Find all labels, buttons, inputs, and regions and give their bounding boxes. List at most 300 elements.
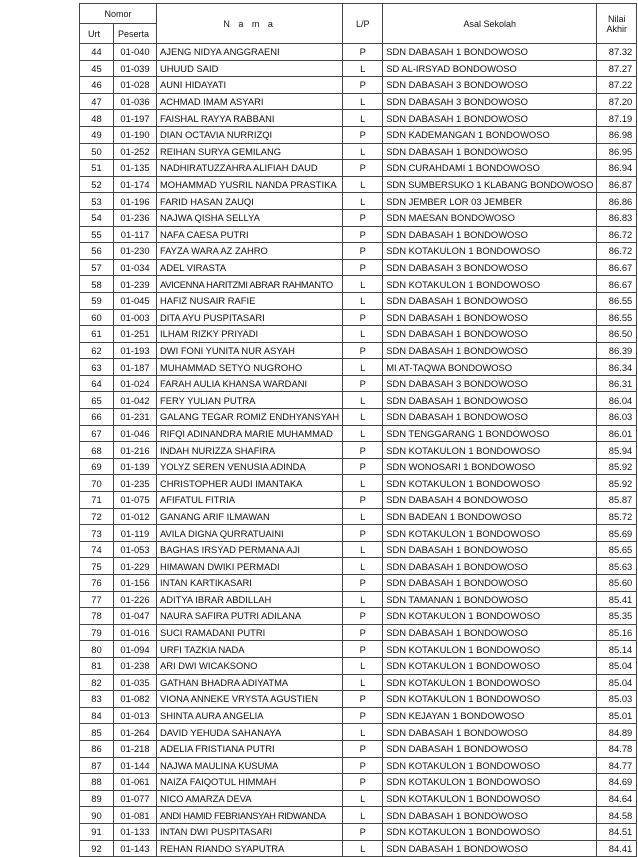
cell-nama: DAVID YEHUDA SAHANAYA	[157, 724, 343, 741]
table-body	[80, 44, 637, 857]
cell-peserta: 01-047	[114, 608, 157, 625]
cell-lp: L	[343, 392, 383, 409]
cell-lp: L	[343, 657, 383, 674]
header-peserta: Peserta	[114, 24, 157, 44]
cell-nama: CHRISTOPHER AUDI IMANTAKA	[157, 475, 343, 492]
cell-peserta: 01-229	[114, 558, 157, 575]
cell-nama: GANANG ARIF ILMAWAN	[157, 508, 343, 525]
cell-urt: 63	[80, 359, 114, 376]
cell-nilai: 85.94	[597, 442, 637, 459]
cell-peserta: 01-046	[114, 425, 157, 442]
cell-peserta: 01-075	[114, 492, 157, 509]
cell-peserta: 01-082	[114, 691, 157, 708]
cell-peserta: 01-144	[114, 757, 157, 774]
cell-lp: L	[343, 558, 383, 575]
cell-lp: L	[343, 93, 383, 110]
cell-nama: ACHMAD IMAM ASYARI	[157, 93, 343, 110]
cell-nama: SUCI RAMADANI PUTRI	[157, 624, 343, 641]
cell-urt: 79	[80, 624, 114, 641]
cell-nilai: 86.83	[597, 209, 637, 226]
cell-sekolah: SDN DABASAH 1 BONDOWOSO	[383, 226, 597, 243]
cell-peserta: 01-042	[114, 392, 157, 409]
cell-peserta: 01-016	[114, 624, 157, 641]
cell-nilai: 85.72	[597, 508, 637, 525]
table-row	[80, 608, 637, 625]
cell-lp: P	[343, 309, 383, 326]
cell-urt: 80	[80, 641, 114, 658]
cell-urt: 56	[80, 243, 114, 260]
cell-nama: MOHAMMAD YUSRIL NANDA PRASTIKA	[157, 176, 343, 193]
cell-lp: L	[343, 724, 383, 741]
cell-lp: P	[343, 691, 383, 708]
cell-lp: P	[343, 492, 383, 509]
cell-nama: FERY YULIAN PUTRA	[157, 392, 343, 409]
cell-nilai: 86.31	[597, 375, 637, 392]
table-row	[80, 126, 637, 143]
cell-urt: 81	[80, 657, 114, 674]
table-row	[80, 807, 637, 824]
table-row	[80, 193, 637, 210]
cell-peserta: 01-081	[114, 807, 157, 824]
cell-urt: 48	[80, 110, 114, 127]
cell-nama: GALANG TEGAR ROMIZ ENDHYANSYAH	[157, 409, 343, 426]
cell-lp: P	[343, 375, 383, 392]
header-asal-sekolah: Asal Sekolah	[383, 4, 597, 44]
cell-sekolah: SDN KOTAKULON 1 BONDOWOSO	[383, 757, 597, 774]
cell-urt: 66	[80, 409, 114, 426]
cell-sekolah: SDN KADEMANGAN 1 BONDOWOSO	[383, 126, 597, 143]
cell-lp: P	[343, 77, 383, 94]
cell-peserta: 01-094	[114, 641, 157, 658]
cell-lp: L	[343, 359, 383, 376]
cell-nilai: 85.01	[597, 707, 637, 724]
cell-sekolah: SDN DABASAH 4 BONDOWOSO	[383, 492, 597, 509]
cell-nilai: 85.41	[597, 591, 637, 608]
table-row	[80, 724, 637, 741]
cell-nama: AVICENNA HARITZMI ABRAR RAHMANTO	[157, 276, 343, 293]
cell-sekolah: SDN DABASAH 3 BONDOWOSO	[383, 375, 597, 392]
cell-nama: SHINTA AURA ANGELIA	[157, 707, 343, 724]
cell-peserta: 01-218	[114, 740, 157, 757]
cell-peserta: 01-196	[114, 193, 157, 210]
table-row	[80, 375, 637, 392]
cell-urt: 91	[80, 823, 114, 840]
cell-nilai: 86.94	[597, 160, 637, 177]
cell-peserta: 01-156	[114, 575, 157, 592]
cell-nama: FAYZA WARA AZ ZAHRO	[157, 243, 343, 260]
cell-peserta: 01-045	[114, 292, 157, 309]
cell-nilai: 86.34	[597, 359, 637, 376]
cell-urt: 90	[80, 807, 114, 824]
cell-nilai: 87.27	[597, 60, 637, 77]
cell-peserta: 01-061	[114, 774, 157, 791]
table-row	[80, 774, 637, 791]
table-row	[80, 342, 637, 359]
cell-urt: 44	[80, 44, 114, 61]
table-row	[80, 624, 637, 641]
cell-urt: 68	[80, 442, 114, 459]
cell-peserta: 01-231	[114, 409, 157, 426]
cell-nama: BAGHAS IRSYAD PERMANA AJI	[157, 541, 343, 558]
cell-nama: NAURA SAFIRA PUTRI ADILANA	[157, 608, 343, 625]
cell-nama: AJENG NIDYA ANGGRAENI	[157, 44, 343, 61]
table-row	[80, 425, 637, 442]
cell-sekolah: SDN KOTAKULON 1 BONDOWOSO	[383, 691, 597, 708]
cell-nilai: 85.69	[597, 525, 637, 542]
cell-sekolah: SD AL-IRSYAD BONDOWOSO	[383, 60, 597, 77]
cell-lp: P	[343, 624, 383, 641]
cell-peserta: 01-036	[114, 93, 157, 110]
cell-sekolah: SDN DABASAH 1 BONDOWOSO	[383, 558, 597, 575]
cell-lp: L	[343, 807, 383, 824]
table-row	[80, 707, 637, 724]
cell-lp: P	[343, 575, 383, 592]
cell-peserta: 01-193	[114, 342, 157, 359]
cell-nilai: 86.95	[597, 143, 637, 160]
cell-urt: 57	[80, 259, 114, 276]
cell-lp: L	[343, 193, 383, 210]
cell-nilai: 84.69	[597, 774, 637, 791]
cell-lp: L	[343, 508, 383, 525]
cell-nilai: 85.04	[597, 674, 637, 691]
cell-nama: REIHAN SURYA GEMILANG	[157, 143, 343, 160]
table-row	[80, 840, 637, 857]
table-row	[80, 558, 637, 575]
cell-nama: HIMAWAN DWIKI PERMADI	[157, 558, 343, 575]
table-row	[80, 309, 637, 326]
cell-nama: AUNI HIDAYATI	[157, 77, 343, 94]
cell-nama: NICO AMARZA DEVA	[157, 790, 343, 807]
cell-urt: 75	[80, 558, 114, 575]
cell-nilai: 86.04	[597, 392, 637, 409]
table-row	[80, 60, 637, 77]
cell-nilai: 85.03	[597, 691, 637, 708]
cell-nilai: 84.77	[597, 757, 637, 774]
cell-sekolah: SDN TENGGARANG 1 BONDOWOSO	[383, 425, 597, 442]
header-nama: N a m a	[157, 4, 343, 44]
cell-sekolah: SDN DABASAH 1 BONDOWOSO	[383, 143, 597, 160]
cell-nama: ANDI HAMID FEBRIANSYAH RIDWANDA	[157, 807, 343, 824]
cell-nama: NAFA CAESA PUTRI	[157, 226, 343, 243]
cell-peserta: 01-013	[114, 707, 157, 724]
cell-lp: P	[343, 757, 383, 774]
cell-nilai: 86.55	[597, 309, 637, 326]
cell-peserta: 01-077	[114, 790, 157, 807]
cell-lp: P	[343, 209, 383, 226]
cell-urt: 88	[80, 774, 114, 791]
table-row	[80, 326, 637, 343]
table-row	[80, 93, 637, 110]
cell-urt: 58	[80, 276, 114, 293]
cell-urt: 50	[80, 143, 114, 160]
cell-urt: 92	[80, 840, 114, 857]
cell-lp: L	[343, 425, 383, 442]
table-row	[80, 259, 637, 276]
cell-sekolah: SDN MAESAN BONDOWOSO	[383, 209, 597, 226]
cell-nilai: 86.72	[597, 243, 637, 260]
cell-lp: L	[343, 292, 383, 309]
cell-nama: NAJWA MAULINA KUSUMA	[157, 757, 343, 774]
table-row	[80, 77, 637, 94]
table-row	[80, 541, 637, 558]
cell-sekolah: SDN DABASAH 1 BONDOWOSO	[383, 409, 597, 426]
cell-lp: L	[343, 176, 383, 193]
cell-nilai: 87.22	[597, 77, 637, 94]
cell-urt: 49	[80, 126, 114, 143]
cell-urt: 78	[80, 608, 114, 625]
cell-lp: L	[343, 276, 383, 293]
cell-lp: P	[343, 525, 383, 542]
cell-nilai: 85.60	[597, 575, 637, 592]
cell-urt: 86	[80, 740, 114, 757]
cell-nilai: 87.20	[597, 93, 637, 110]
cell-urt: 87	[80, 757, 114, 774]
cell-urt: 72	[80, 508, 114, 525]
cell-nama: URFI TAZKIA NADA	[157, 641, 343, 658]
cell-sekolah: SDN DABASAH 1 BONDOWOSO	[383, 392, 597, 409]
cell-nama: UHUUD SAID	[157, 60, 343, 77]
table-row	[80, 176, 637, 193]
cell-peserta: 01-034	[114, 259, 157, 276]
cell-peserta: 01-251	[114, 326, 157, 343]
cell-nama: DITA AYU PUSPITASARI	[157, 309, 343, 326]
cell-sekolah: SDN KOTAKULON 1 BONDOWOSO	[383, 790, 597, 807]
cell-lp: P	[343, 226, 383, 243]
table-row	[80, 409, 637, 426]
cell-urt: 59	[80, 292, 114, 309]
cell-urt: 51	[80, 160, 114, 177]
cell-peserta: 01-012	[114, 508, 157, 525]
cell-peserta: 01-230	[114, 243, 157, 260]
cell-lp: P	[343, 342, 383, 359]
table-row	[80, 458, 637, 475]
cell-nilai: 86.50	[597, 326, 637, 343]
table-row	[80, 757, 637, 774]
cell-nama: ADEL VIRASTA	[157, 259, 343, 276]
cell-peserta: 01-117	[114, 226, 157, 243]
cell-peserta: 01-133	[114, 823, 157, 840]
cell-peserta: 01-174	[114, 176, 157, 193]
cell-nama: FAISHAL RAYYA RABBANI	[157, 110, 343, 127]
cell-sekolah: SDN DABASAH 3 BONDOWOSO	[383, 77, 597, 94]
cell-nilai: 85.04	[597, 657, 637, 674]
header-nilai-akhir	[597, 4, 637, 44]
cell-sekolah: SDN DABASAH 1 BONDOWOSO	[383, 541, 597, 558]
cell-sekolah: SDN KOTAKULON 1 BONDOWOSO	[383, 442, 597, 459]
cell-peserta: 01-028	[114, 77, 157, 94]
cell-sekolah: SDN DABASAH 1 BONDOWOSO	[383, 740, 597, 757]
cell-sekolah: SDN DABASAH 1 BONDOWOSO	[383, 624, 597, 641]
cell-nilai: 86.98	[597, 126, 637, 143]
cell-nilai: 87.32	[597, 44, 637, 61]
cell-nilai: 86.01	[597, 425, 637, 442]
cell-lp: L	[343, 326, 383, 343]
cell-nilai: 85.35	[597, 608, 637, 625]
table-row	[80, 209, 637, 226]
cell-nilai: 84.51	[597, 823, 637, 840]
cell-nama: GATHAN BHADRA ADIYATMA	[157, 674, 343, 691]
cell-urt: 54	[80, 209, 114, 226]
cell-nama: INTAN DWI PUSPITASARI	[157, 823, 343, 840]
table-row	[80, 475, 637, 492]
table-row	[80, 359, 637, 376]
cell-urt: 71	[80, 492, 114, 509]
cell-peserta: 01-040	[114, 44, 157, 61]
cell-lp: P	[343, 641, 383, 658]
cell-peserta: 01-235	[114, 475, 157, 492]
table-row	[80, 442, 637, 459]
table-row	[80, 160, 637, 177]
cell-urt: 45	[80, 60, 114, 77]
cell-nama: INDAH NURIZZA SHAFIRA	[157, 442, 343, 459]
cell-peserta: 01-238	[114, 657, 157, 674]
cell-urt: 61	[80, 326, 114, 343]
cell-nama: ADITYA IBRAR ABDILLAH	[157, 591, 343, 608]
cell-nilai: 84.58	[597, 807, 637, 824]
cell-nama: RIFQI ADINANDRA MARIE MUHAMMAD	[157, 425, 343, 442]
cell-lp: L	[343, 143, 383, 160]
cell-nama: AFIFATUL FITRIA	[157, 492, 343, 509]
cell-sekolah: SDN DABASAH 1 BONDOWOSO	[383, 724, 597, 741]
table-row	[80, 392, 637, 409]
cell-peserta: 01-187	[114, 359, 157, 376]
cell-sekolah: SDN KOTAKULON 1 BONDOWOSO	[383, 641, 597, 658]
cell-sekolah: SDN DABASAH 1 BONDOWOSO	[383, 342, 597, 359]
cell-peserta: 01-119	[114, 525, 157, 542]
cell-sekolah: SDN KOTAKULON 1 BONDOWOSO	[383, 276, 597, 293]
cell-sekolah: SDN KOTAKULON 1 BONDOWOSO	[383, 608, 597, 625]
cell-nilai: 85.16	[597, 624, 637, 641]
cell-urt: 77	[80, 591, 114, 608]
cell-nama: NADHIRATUZZAHRA ALIFIAH DAUD	[157, 160, 343, 177]
table-row	[80, 740, 637, 757]
cell-sekolah: SDN KOTAKULON 1 BONDOWOSO	[383, 475, 597, 492]
cell-nilai: 84.78	[597, 740, 637, 757]
cell-nama: FARID HASAN ZAUQI	[157, 193, 343, 210]
cell-lp: P	[343, 823, 383, 840]
cell-lp: P	[343, 442, 383, 459]
cell-sekolah: MI AT-TAQWA BONDOWOSO	[383, 359, 597, 376]
cell-peserta: 01-239	[114, 276, 157, 293]
cell-nilai: 84.89	[597, 724, 637, 741]
cell-peserta: 01-226	[114, 591, 157, 608]
cell-lp: P	[343, 126, 383, 143]
table-row	[80, 591, 637, 608]
cell-nama: MUHAMMAD SETYO NUGROHO	[157, 359, 343, 376]
cell-nilai: 85.92	[597, 458, 637, 475]
cell-nama: INTAN KARTIKASARI	[157, 575, 343, 592]
table-row	[80, 143, 637, 160]
cell-urt: 82	[80, 674, 114, 691]
table-row	[80, 674, 637, 691]
cell-lp: L	[343, 409, 383, 426]
cell-urt: 53	[80, 193, 114, 210]
cell-lp: L	[343, 60, 383, 77]
results-table	[79, 3, 637, 857]
cell-nama: FARAH AULIA KHANSA WARDANI	[157, 375, 343, 392]
cell-urt: 65	[80, 392, 114, 409]
cell-nilai: 86.86	[597, 193, 637, 210]
table-row	[80, 110, 637, 127]
table-row	[80, 276, 637, 293]
cell-lp: L	[343, 674, 383, 691]
table-row	[80, 292, 637, 309]
cell-urt: 73	[80, 525, 114, 542]
cell-sekolah: SDN KOTAKULON 1 BONDOWOSO	[383, 674, 597, 691]
cell-nama: ARI DWI WICAKSONO	[157, 657, 343, 674]
cell-sekolah: SDN KEJAYAN 1 BONDOWOSO	[383, 707, 597, 724]
cell-nilai: 84.41	[597, 840, 637, 857]
cell-urt: 85	[80, 724, 114, 741]
cell-urt: 67	[80, 425, 114, 442]
cell-lp: L	[343, 110, 383, 127]
cell-urt: 83	[80, 691, 114, 708]
cell-lp: P	[343, 259, 383, 276]
table-row	[80, 657, 637, 674]
cell-sekolah: SDN DABASAH 1 BONDOWOSO	[383, 840, 597, 857]
cell-peserta: 01-264	[114, 724, 157, 741]
cell-peserta: 01-035	[114, 674, 157, 691]
cell-lp: P	[343, 160, 383, 177]
cell-nilai: 85.92	[597, 475, 637, 492]
cell-nama: REHAN RIANDO SYAPUTRA	[157, 840, 343, 857]
cell-nilai: 85.63	[597, 558, 637, 575]
cell-nama: DWI FONI YUNITA NUR ASYAH	[157, 342, 343, 359]
cell-urt: 89	[80, 790, 114, 807]
header-lp: L/P	[343, 4, 383, 44]
cell-sekolah: SDN DABASAH 1 BONDOWOSO	[383, 807, 597, 824]
header-nilai-bottom: Akhir	[606, 23, 628, 34]
cell-peserta: 01-135	[114, 160, 157, 177]
table-row	[80, 575, 637, 592]
cell-lp: P	[343, 243, 383, 260]
table-row	[80, 641, 637, 658]
cell-urt: 64	[80, 375, 114, 392]
table-row	[80, 691, 637, 708]
cell-nilai: 86.39	[597, 342, 637, 359]
table-row	[80, 44, 637, 61]
cell-urt: 47	[80, 93, 114, 110]
cell-peserta: 01-252	[114, 143, 157, 160]
cell-nilai: 87.19	[597, 110, 637, 127]
cell-urt: 46	[80, 77, 114, 94]
cell-nilai: 86.72	[597, 226, 637, 243]
cell-nama: ILHAM RIZKY PRIYADI	[157, 326, 343, 343]
cell-urt: 60	[80, 309, 114, 326]
cell-nama: HAFIZ NUSAIR RAFIE	[157, 292, 343, 309]
cell-nama: AVILA DIGNA QURRATUAINI	[157, 525, 343, 542]
cell-peserta: 01-190	[114, 126, 157, 143]
cell-nama: DIAN OCTAVIA NURRIZQI	[157, 126, 343, 143]
cell-peserta: 01-236	[114, 209, 157, 226]
cell-urt: 84	[80, 707, 114, 724]
cell-nama: VIONA ANNEKE VRYSTA AGUSTIEN	[157, 691, 343, 708]
cell-urt: 52	[80, 176, 114, 193]
cell-sekolah: SDN DABASAH 3 BONDOWOSO	[383, 93, 597, 110]
cell-sekolah: SDN KOTAKULON 1 BONDOWOSO	[383, 525, 597, 542]
cell-nilai: 85.87	[597, 492, 637, 509]
cell-sekolah: SDN KOTAKULON 1 BONDOWOSO	[383, 243, 597, 260]
cell-sekolah: SDN TAMANAN 1 BONDOWOSO	[383, 591, 597, 608]
cell-sekolah: SDN JEMBER LOR 03 JEMBER	[383, 193, 597, 210]
cell-sekolah: SDN WONOSARI 1 BONDOWOSO	[383, 458, 597, 475]
cell-nama: NAJWA QISHA SELLYA	[157, 209, 343, 226]
cell-lp: L	[343, 790, 383, 807]
cell-lp: P	[343, 707, 383, 724]
cell-peserta: 01-197	[114, 110, 157, 127]
table-row	[80, 492, 637, 509]
cell-nilai: 86.87	[597, 176, 637, 193]
